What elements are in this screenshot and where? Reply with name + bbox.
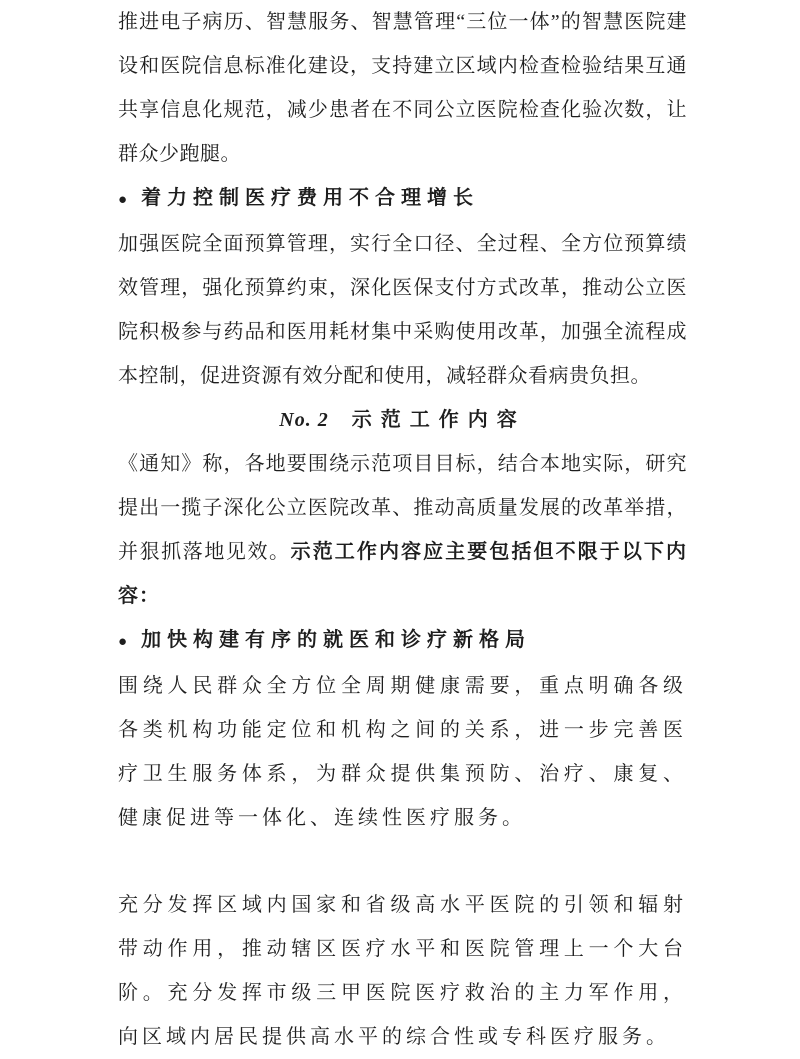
bullet-heading-label: 着力控制医疗费用不合理增长 bbox=[141, 187, 480, 209]
bullet-icon: ● bbox=[118, 191, 128, 208]
section-heading-no2 bbox=[118, 398, 687, 442]
bullet-icon: ● bbox=[118, 633, 128, 650]
bullet-heading-cost-control bbox=[118, 176, 687, 222]
paragraph-notice-normal: 《通知》称，各地要围绕示范项目目标，结合本地实际，研究提出一揽子深化公立医院改革、推动高质量发展的改革举措，并狠抓落地见效。 bbox=[118, 453, 687, 563]
paragraph-regional-hospitals: 充分发挥区域内国家和省级高水平医院的引领和辐射带动作用，推动辖区医疗水平和医院管理上一个大台阶。充分发挥市级三甲医院医疗救治的主力军作用，向区域内居民提供高水平的综合性或专科医疗服务。 bbox=[118, 894, 687, 1048]
paragraph-notice bbox=[118, 442, 687, 618]
paragraph-smart-hospital: 推进电子病历、智慧服务、智慧管理“三位一体”的智慧医院建设和医院信息标准化建设，支持建立区域内检查检验结果互通共享信息化规范，减少患者在不同公立医院检查化验次数，让群众少跑腿。 bbox=[118, 11, 687, 165]
paragraph-health-system: 围绕人民群众全方位全周期健康需要，重点明确各级各类机构功能定位和机构之间的关系，进一步完善医疗卫生服务体系，为群众提供集预防、治疗、康复、健康促进等一体化、连续性医疗服务。 bbox=[118, 675, 687, 829]
section-number: No. 2 bbox=[279, 409, 329, 431]
paragraph-budget-management: 加强医院全面预算管理，实行全口径、全过程、全方位预算绩效管理，强化预算约束，深化医保支付方式改革，推动公立医院积极参与药品和医用耗材集中采购使用改革，加强全流程成本控制，促进资源有效分配和使用，减轻群众看病贵负担。 bbox=[118, 233, 687, 387]
bullet-heading-label: 加快构建有序的就医和诊疗新格局 bbox=[141, 629, 532, 651]
section-title: 示范工作内容 bbox=[351, 409, 526, 431]
paragraph-notice-bold: 示范工作内容应主要包括但不限于以下内容： bbox=[118, 541, 688, 607]
bullet-heading-new-pattern bbox=[118, 618, 687, 664]
